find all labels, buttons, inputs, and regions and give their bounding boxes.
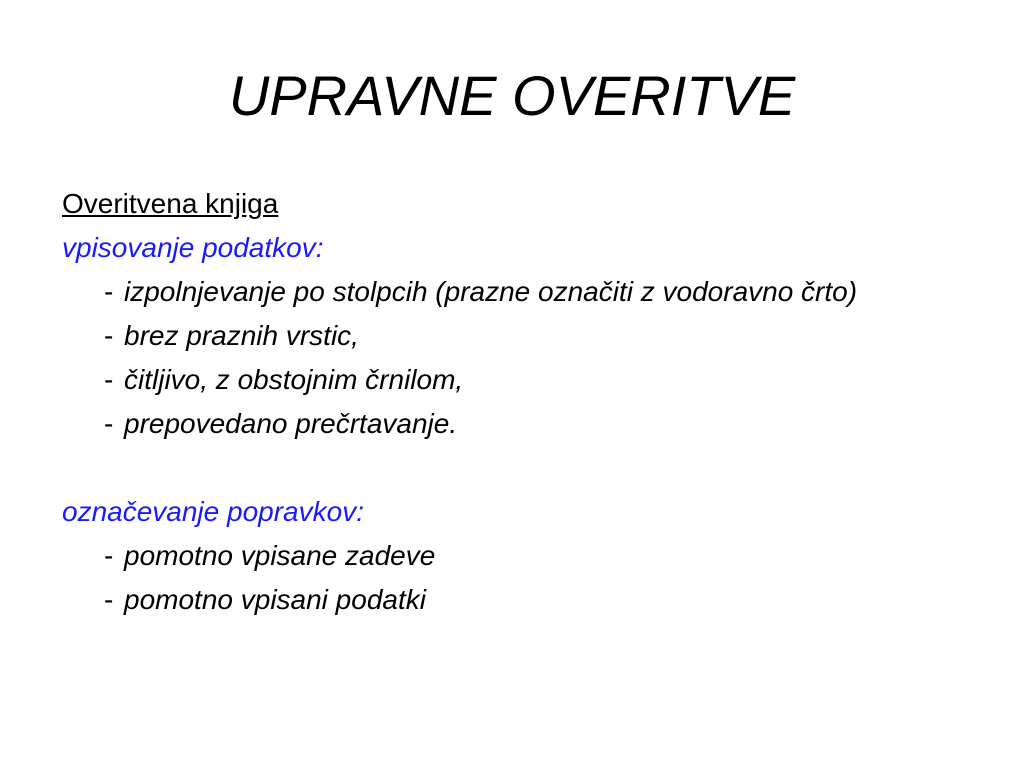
list-item <box>62 314 962 358</box>
section-heading-vpisovanje: vpisovanje podatkov: <box>62 232 324 263</box>
bullet-dash: - <box>104 276 114 307</box>
list-item <box>62 578 962 622</box>
list-item-text: pomotno vpisane zadeve <box>124 540 436 571</box>
section-spacer <box>62 446 962 490</box>
list-item <box>62 270 962 314</box>
list-item <box>62 402 962 446</box>
slide-content <box>62 182 962 622</box>
list-item-text: čitljivo, z obstojnim črnilom, <box>124 364 464 395</box>
bullet-dash: - <box>104 540 114 571</box>
slide-title: UPRAVNE OVERITVE <box>228 64 796 127</box>
list-item-text: brez praznih vrstic, <box>124 320 359 351</box>
list-item-text: izpolnjevanje po stolpcih (prazne označiti z vodoravno črto) <box>124 276 858 307</box>
subheading: Overitvena knjiga <box>62 188 279 219</box>
list-item <box>62 534 962 578</box>
bullet-dash: - <box>104 408 114 439</box>
bullet-dash: - <box>104 320 114 351</box>
bullet-dash: - <box>104 364 114 395</box>
list-item-text: prepovedano prečrtavanje. <box>124 408 458 439</box>
list-item-text: pomotno vpisani podatki <box>124 584 426 615</box>
section-heading-popravki: označevanje popravkov: <box>62 496 364 527</box>
bullet-dash: - <box>104 584 114 615</box>
list-item <box>62 358 962 402</box>
